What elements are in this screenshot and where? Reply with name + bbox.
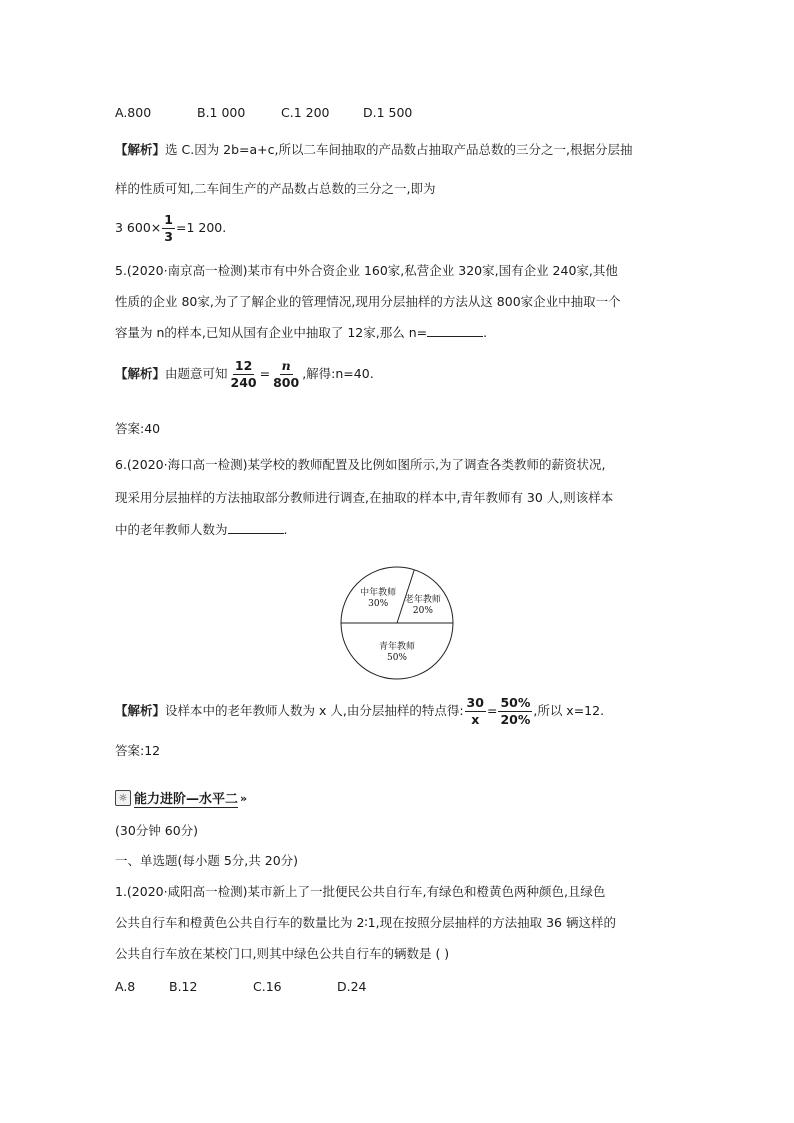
q5-line3-end: . xyxy=(483,325,488,340)
analysis-tag: 【解析】 xyxy=(115,703,166,718)
q5-line3-text: 容量为 n的样本,已知从国有企业中抽取了 12家,那么 n= xyxy=(115,325,428,340)
q5-analysis xyxy=(115,356,374,392)
q6-line3-text: 中的老年教师人数为 xyxy=(115,522,228,537)
frac-denominator: 20% xyxy=(500,712,531,727)
pie-slice-value: 50% xyxy=(386,653,408,663)
fraction-n-800 xyxy=(271,358,301,391)
pie-svg xyxy=(336,562,458,684)
q1-option-a: A.8 xyxy=(115,979,136,994)
frac-denominator: 800 xyxy=(273,375,300,390)
q5-line3 xyxy=(115,324,487,342)
answer-blank xyxy=(228,521,284,534)
q5-line1: 5.(2020·南京高一检测)某市有中外合资企业 160家,私营企业 320家,国有企业 240家,其他 xyxy=(115,263,618,278)
fraction-50-20 xyxy=(498,695,532,728)
pie-slice-value: 30% xyxy=(368,599,389,610)
pie-slice-label: 老年教师 xyxy=(404,595,441,606)
frac-numerator: 50% xyxy=(500,695,531,710)
q4-calculation xyxy=(115,212,226,245)
frac-numerator: n xyxy=(281,358,291,373)
section-title: 能力进阶—水平二 xyxy=(134,788,238,808)
q1-line1: 1.(2020·咸阳高一检测)某市新上了一批便民公共自行车,有绿色和橙黄色两种颜色,且绿色 xyxy=(115,884,606,899)
q4-analysis-text: 选 C.因为 2b=a+c,所以二车间抽取的产品数占抽取产品总数的三分之一,根据分层抽 xyxy=(165,142,633,157)
analysis-tag: 【解析】 xyxy=(115,142,166,157)
q1-option-b: B.12 xyxy=(169,979,198,994)
fraction-12-240 xyxy=(229,358,259,391)
q6-line3-end: . xyxy=(283,522,288,537)
q6-answer: 答案:12 xyxy=(115,743,161,758)
q5-line2: 性质的企业 80家,为了了解企业的管理情况,现用分层抽样的方法从这 800家企业中抽取一个 xyxy=(115,294,621,309)
q1-line2: 公共自行车和橙黄色公共自行车的数量比为 2∶1,现在按照分层抽样的方法抽取 36 辆这样的 xyxy=(115,915,616,930)
section-header xyxy=(115,788,247,808)
q6-line3 xyxy=(115,521,288,539)
q4-option-b: B.1 000 xyxy=(197,105,246,120)
equals-sign: = xyxy=(486,703,498,718)
q5-analysis-text: 由题意可知 xyxy=(165,366,228,381)
q4-option-d: D.1 500 xyxy=(363,105,413,120)
pie-slice-label: 青年教师 xyxy=(378,642,416,652)
equals-sign: = xyxy=(259,366,271,381)
q6-analysis-text: 设样本中的老年教师人数为 x 人,由分层抽样的特点得: xyxy=(165,703,464,718)
frac-denominator: x xyxy=(471,712,480,727)
pie-slice-value: 20% xyxy=(412,606,433,617)
q6-line2: 现采用分层抽样的方法抽取部分教师进行调查,在抽取的样本中,青年教师有 30 人,则该样本 xyxy=(115,490,614,505)
fraction-30-x xyxy=(465,695,486,728)
q6-analysis-result: ,所以 x=12. xyxy=(533,703,605,718)
subsection-title: 一、单选题(每小题 5分,共 20分) xyxy=(115,853,299,868)
q6-line1: 6.(2020·海口高一检测)某学校的教师配置及比例如图所示,为了调查各类教师的薪资状况, xyxy=(115,457,606,472)
frac-denominator: 240 xyxy=(230,375,257,390)
q6-analysis xyxy=(115,692,604,730)
frac-denominator: 3 xyxy=(164,229,173,244)
q5-answer: 答案:40 xyxy=(115,421,161,436)
q5-analysis-result: ,解得:n=40. xyxy=(302,366,374,381)
q1-option-d: D.24 xyxy=(337,979,367,994)
q4-option-c: C.1 200 xyxy=(281,105,330,120)
q1-options xyxy=(115,978,367,996)
q1-line3: 公共自行车放在某校门口,则其中绿色公共自行车的辆数是 ( ) xyxy=(115,946,450,961)
lightbulb-icon: ☼ xyxy=(115,790,131,806)
calc-suffix: =1 200. xyxy=(175,220,227,235)
fraction-one-third xyxy=(162,212,175,245)
frac-numerator: 1 xyxy=(164,212,173,227)
calc-prefix: 3 600× xyxy=(115,220,162,235)
section-time: (30分钟 60分) xyxy=(115,823,199,838)
q4-options xyxy=(115,104,412,122)
frac-numerator: 12 xyxy=(234,358,253,373)
double-arrow-icon: » xyxy=(240,791,248,805)
q4-option-a: A.800 xyxy=(115,105,152,120)
teacher-ratio-pie-chart xyxy=(336,562,458,688)
frac-numerator: 30 xyxy=(466,695,484,710)
pie-slice-label: 中年教师 xyxy=(360,588,397,599)
q4-analysis-line2: 样的性质可知,二车间生产的产品数占总数的三分之一,即为 xyxy=(115,181,436,196)
q4-analysis-line1 xyxy=(115,141,632,159)
analysis-tag: 【解析】 xyxy=(115,366,166,381)
q1-option-c: C.16 xyxy=(253,979,282,994)
answer-blank xyxy=(427,324,483,337)
